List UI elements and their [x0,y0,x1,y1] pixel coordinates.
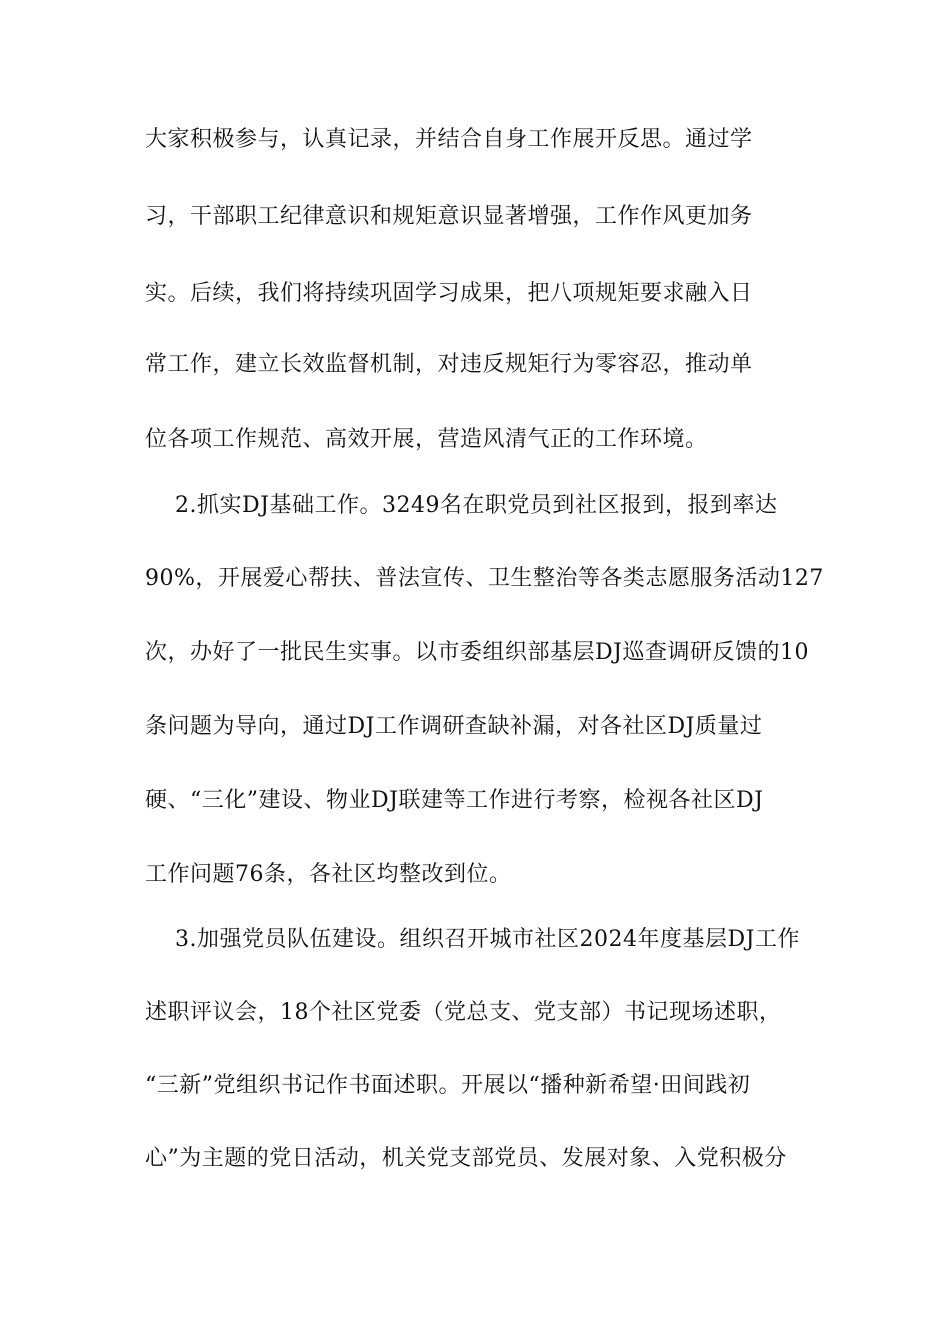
paragraph-line: 90%，开展爱心帮扶、普法宣传、卫生整治等各类志愿服务活动127 [145,566,824,591]
paragraph-line: 3.加强党员队伍建设。组织召开城市社区2024年度基层DJ工作 [175,927,800,952]
paragraph-line: 工作问题76条，各社区均整改到位。 [145,862,512,887]
paragraph-line: 条问题为导向，通过DJ工作调研查缺补漏，对各社区DJ质量过 [145,714,763,739]
paragraph-line: 常工作，建立长效监督机制，对违反规矩行为零容忍，推动单 [145,352,753,377]
paragraph-line: 大家积极参与，认真记录，并结合自身工作展开反思。通过学 [145,127,753,152]
paragraph-line: 硬、“三化”建设、物业DJ联建等工作进行考察，检视各社区DJ [145,788,764,813]
paragraph-line: 述职评议会，18个社区党委（党总支、党支部）书记现场述职， [145,1000,782,1025]
paragraph-line: 次，办好了一批民生实事。以市委组织部基层DJ巡查调研反馈的10 [145,640,809,665]
paragraph-line: 习，干部职工纪律意识和规矩意识显著增强，工作作风更加务 [145,204,753,229]
paragraph-line: 位各项工作规范、高效开展，营造风清气正的工作环境。 [145,427,708,452]
paragraph-line: “三新”党组织书记作书面述职。开展以“播种新希望·田间践初 [145,1073,751,1098]
paragraph-line: 实。后续，我们将持续巩固学习成果，把八项规矩要求融入日 [145,281,753,306]
paragraph-line: 2.抓实DJ基础工作。3249名在职党员到社区报到，报到率达 [175,493,778,518]
paragraph-line: 心”为主题的党日活动，机关党支部党员、发展对象、入党积极分 [145,1146,787,1171]
